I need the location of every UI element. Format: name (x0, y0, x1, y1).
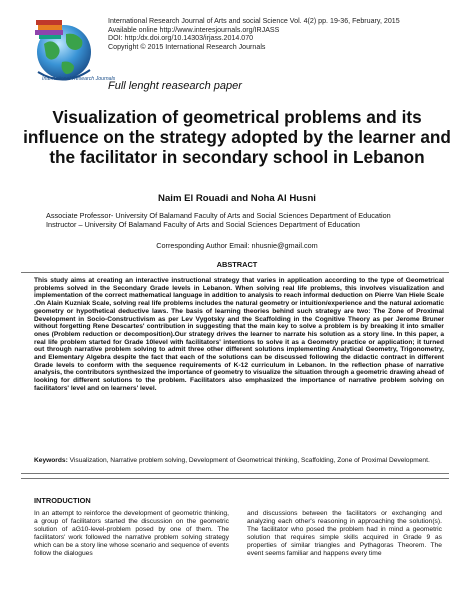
paper-type: Full lenght reasearch paper (108, 80, 242, 92)
authors: Naim El Rouadi and Noha Al Husni (158, 193, 316, 204)
introduction-heading: INTRODUCTION (34, 496, 91, 505)
affiliation-1: Associate Professor- University Of Balamand Faculty of Arts and Social Sciences Department of Education (46, 211, 391, 220)
divider (21, 478, 449, 479)
journal-logo (28, 14, 116, 84)
abstract-heading: ABSTRACT (216, 260, 258, 269)
corresponding-email: Corresponding Author Email: nhusnie@gmail.com (156, 241, 318, 250)
journal-info (108, 17, 458, 51)
journal-url[interactable]: Available online http://www.interesjournals.org/IRJASS (108, 25, 280, 34)
intro-column-left: In an attempt to reinforce the development of geometric thinking, a group of facilitators started the discussion on the geometric solution of aG10-level-problem posed by one of them. The facilitators' work followed the narrative problem solving strategy which can be a story line whose scenario and sequence of events follow the dialogues (34, 510, 229, 557)
keywords-label: Keywords: (34, 457, 68, 464)
paper-title: Visualization of geometrical problems and its influence on the strategy adopted by the learner and the facilitator in secondary school in Lebanon (23, 107, 451, 167)
journal-citation: International Research Journal of Arts and social Science Vol. 4(2) pp. 19-36, February, 2015 (108, 17, 400, 25)
keywords-text: Visualization, Narrative problem solving, Development of Geometrical thinking, Scaffolding, Zone of Proximal Development. (67, 457, 430, 464)
logo-text: International Research Journals (42, 76, 116, 82)
keywords (34, 457, 444, 465)
affiliations (46, 211, 466, 230)
journal-doi[interactable]: DOI: http:/dx.doi.org/10.14303/irjass.2014.070 (108, 34, 254, 43)
affiliation-2: Instructor – University Of Balamand Faculty of Arts and Social Sciences Department of Education (46, 220, 360, 230)
abstract-text: This study aims at creating an interactive instructional strategy that varies in application according to the type of Geometrical problems solved in the Secondary Grade levels in Lebanon. When solving real life problems, this involves visualization and implementation of the correct mathematical language in addition to analysis to reach informal deduction on Pierre Van Hiele Scale .On Alain Kuzniak Scale, solving real life problems includes the natural geometry or intuition/experience and the natural axiomatic geometry or hypothetical deductive laws. The basis of learning theories behind such strategy are two: The Zone of Proximal Development in Socio-Constructivism as per Lev Vygotsky and the Scaffolding in the Cognitive Theory as per Jerome Bruner without forgetting Rene Descartes' contribution in suggesting that the main key to solve a problem is by breaking it into smaller ones (Problem reduction or decomposition).Our strategy drives the learner to narrate his solution as a story line. In this paper, a real life problem started for Grade 10level with facilitators' intentions to solve it as a Geometry practice or application; it turned out through narrative problem solving to admit three other different solutions implementing Analytical Geometry, Trigonometry, and Elementary Algebra despite the fact that each of the solutions can be discussed following the didactic contract in different Grade levels to conform with the sequence requirements of K-12 curriculum in Lebanon. In the reflection phase of narrative analysis, the contributors synthesized the importance of geometry to visualize the situation through a geometric drawing ahead of looking for different solutions to the problem. Facilitators also emphasized the importance of narrative problem solving on facilitators' level and on learners' level. (34, 277, 444, 392)
journal-copyright: Copyright © 2015 International Research Journals (108, 42, 266, 51)
intro-column-right: and discussions between the facilitators or exchanging and analyzing each other's reasoning in approaching the solution(s). The facilitator who posed the problem had in mind a geometric solution that requires simple skills acquired in Grade 9 as properties of similar triangles and Pythagoras Theorem. The event seems familiar and happens every time (247, 510, 442, 557)
